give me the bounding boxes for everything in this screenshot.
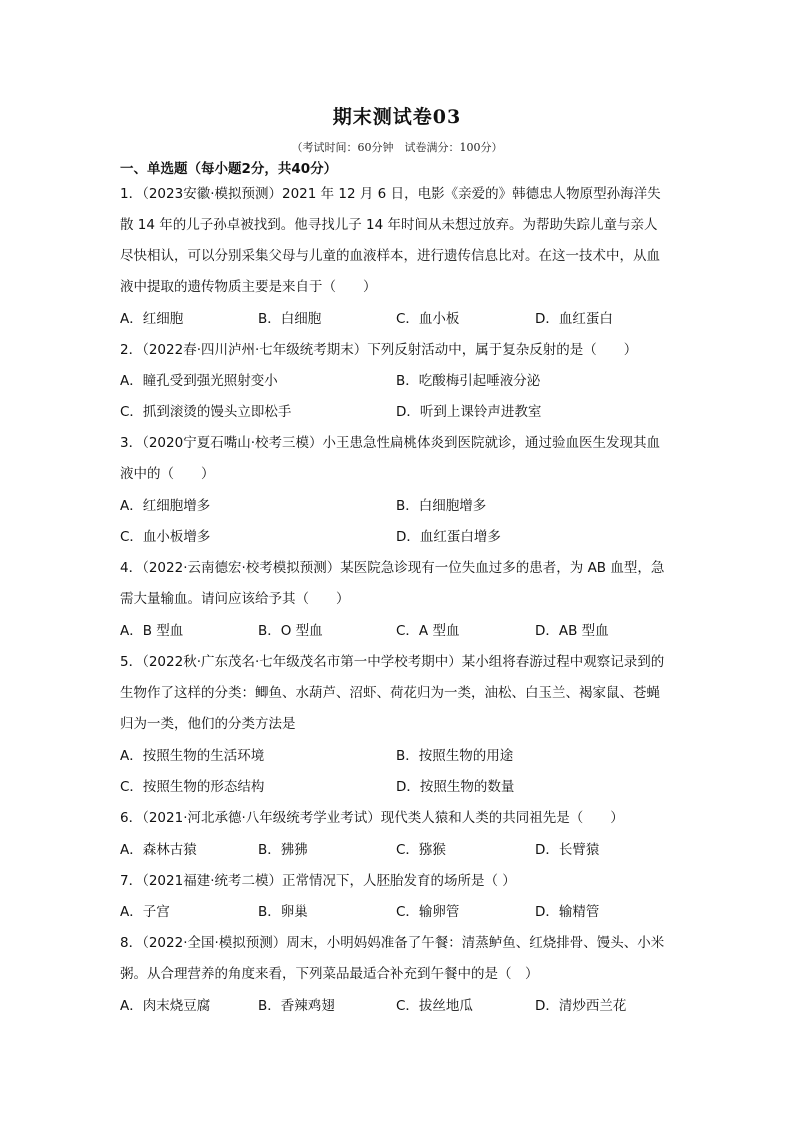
question-8-line-1: 8．（2022·全国·模拟预测）周末，小明妈妈准备了午餐：清蒸鲈鱼、红烧排骨、馒头、小米	[120, 935, 665, 951]
question-3-option-b[interactable]: B．白细胞增多	[396, 498, 487, 514]
question-1-option-d[interactable]: D．血红蛋白	[535, 311, 613, 327]
question-3-option-c[interactable]: C．血小板增多	[120, 529, 211, 545]
question-1-line-4: 液中提取的遗传物质主要是来自于（ ）	[120, 279, 377, 295]
question-4-line-1: 4．（2022·云南德宏·校考模拟预测）某医院急诊现有一位失血过多的患者，为 AB 血型，急	[120, 560, 665, 576]
question-7-line-1: 7．（2021福建·统考二模）正常情况下，人胚胎发育的场所是（ ）	[120, 873, 516, 889]
question-2-option-d[interactable]: D．听到上课铃声进教室	[396, 404, 542, 420]
question-2-line-1: 2．（2022春·四川泸州·七年级统考期末）下列反射活动中，属于复杂反射的是（ ）	[120, 342, 638, 358]
question-2-option-b[interactable]: B．吃酸梅引起唾液分泌	[396, 373, 541, 389]
question-4-option-c[interactable]: C．A 型血	[396, 623, 460, 639]
question-2-option-c[interactable]: C．抓到滚烫的馒头立即松手	[120, 404, 292, 420]
question-5-option-c[interactable]: C．按照生物的形态结构	[120, 779, 265, 795]
question-5-line-1: 5．（2022秋·广东茂名·七年级茂名市第一中学校考期中）某小组将春游过程中观察记录到的	[120, 654, 665, 670]
question-3-option-a[interactable]: A．红细胞增多	[120, 498, 211, 514]
question-6-option-a[interactable]: A．森林古猿	[120, 842, 197, 858]
question-3-option-d[interactable]: D．血红蛋白增多	[396, 529, 501, 545]
question-7-option-d[interactable]: D．输精管	[535, 904, 600, 920]
question-3-line-2: 液中的（ ）	[120, 466, 215, 482]
question-4-option-a[interactable]: A．B 型血	[120, 623, 184, 639]
question-6-option-d[interactable]: D．长臂猿	[535, 842, 600, 858]
question-8-option-a[interactable]: A．肉末烧豆腐	[120, 998, 211, 1014]
question-4-option-b[interactable]: B．O 型血	[258, 623, 323, 639]
question-1-option-a[interactable]: A．红细胞	[120, 311, 184, 327]
question-5-line-2: 生物作了这样的分类：鲫鱼、水葫芦、沼虾、荷花归为一类，油松、白玉兰、褐家鼠、苍蝇	[120, 685, 660, 701]
question-5-option-b[interactable]: B．按照生物的用途	[396, 748, 514, 764]
question-5-line-3: 归为一类，他们的分类方法是	[120, 716, 296, 732]
question-7-option-b[interactable]: B．卵巢	[258, 904, 308, 920]
section-heading: 一、单选题（每小题2分，共40分）	[120, 161, 338, 177]
question-5-option-d[interactable]: D．按照生物的数量	[396, 779, 515, 795]
question-1-option-b[interactable]: B．白细胞	[258, 311, 322, 327]
question-6-option-c[interactable]: C．猕猴	[396, 842, 446, 858]
question-4-option-d[interactable]: D．AB 型血	[535, 623, 609, 639]
exam-info: （考试时间：60分钟 试卷满分：100分）	[291, 141, 503, 154]
question-6-option-b[interactable]: B．狒狒	[258, 842, 308, 858]
question-1-line-2: 散 14 年的儿子孙卓被找到。他寻找儿子 14 年时间从未想过放弃。为帮助失踪儿童与亲人	[120, 217, 658, 233]
question-5-option-a[interactable]: A．按照生物的生活环境	[120, 748, 265, 764]
question-3-line-1: 3．（2020宁夏石嘴山·校考三模）小王患急性扁桃体炎到医院就诊，通过验血医生发现其血	[120, 435, 660, 451]
question-2-option-a[interactable]: A．瞳孔受到强光照射变小	[120, 373, 278, 389]
question-8-line-2: 粥。从合理营养的角度来看，下列菜品最适合补充到午餐中的是（ ）	[120, 966, 539, 982]
question-7-option-a[interactable]: A．子宫	[120, 904, 170, 920]
question-8-option-c[interactable]: C．拔丝地瓜	[396, 998, 473, 1014]
question-8-option-d[interactable]: D．清炒西兰花	[535, 998, 627, 1014]
question-6-line-1: 6．（2021·河北承德·八年级统考学业考试）现代类人猿和人类的共同祖先是（ ）	[120, 810, 624, 826]
page-title: 期末测试卷03	[332, 106, 462, 128]
question-1-line-3: 尽快相认，可以分别采集父母与儿童的血液样本，进行遗传信息比对。在这一技术中，从血	[120, 248, 660, 264]
question-7-option-c[interactable]: C．输卵管	[396, 904, 460, 920]
question-4-line-2: 需大量输血。请问应该给予其（ ）	[120, 591, 350, 607]
question-1-line-1: 1．（2023安徽·模拟预测）2021 年 12 月 6 日，电影《亲爱的》韩德忠人物原型孙海洋失	[120, 186, 661, 202]
question-1-option-c[interactable]: C．血小板	[396, 311, 460, 327]
question-8-option-b[interactable]: B．香辣鸡翅	[258, 998, 335, 1014]
